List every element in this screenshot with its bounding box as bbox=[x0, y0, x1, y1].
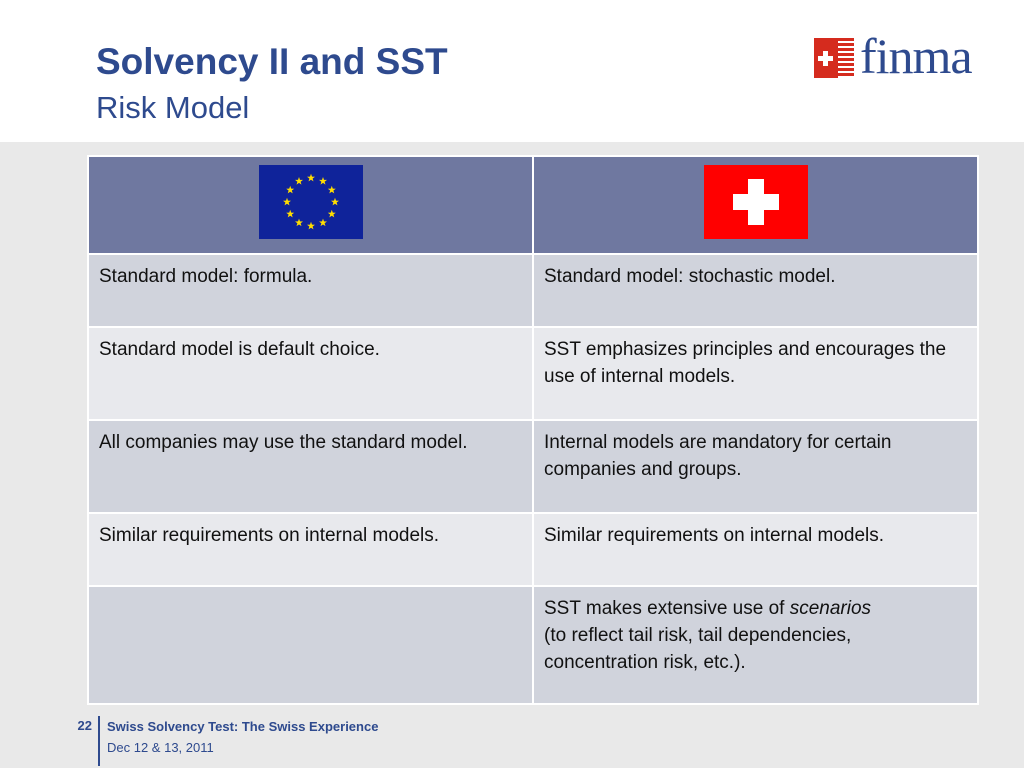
eu-star-icon bbox=[327, 210, 335, 218]
eu-star-icon bbox=[331, 198, 339, 206]
table-cell-right bbox=[533, 586, 978, 704]
finma-logo bbox=[814, 28, 994, 84]
table-cell-left: Standard model is default choice. bbox=[88, 327, 533, 420]
table-cell-left: Standard model: formula. bbox=[88, 254, 533, 327]
eu-star-icon bbox=[295, 219, 303, 227]
slide-title: Solvency II and SST bbox=[96, 41, 448, 82]
table-cell-left bbox=[88, 586, 533, 704]
table-cell-right: Standard model: stochastic model. bbox=[533, 254, 978, 327]
table-cell-right: SST emphasizes principles and encourages the use of internal models. bbox=[533, 327, 978, 420]
eu-star-icon bbox=[319, 177, 327, 185]
eu-star-icon bbox=[286, 186, 294, 194]
eu-star-icon bbox=[295, 177, 303, 185]
scenarios-emphasis: scenarios bbox=[789, 598, 872, 619]
slide-subtitle: Risk Model bbox=[96, 90, 250, 125]
logo-stripes bbox=[838, 38, 854, 78]
table-row bbox=[88, 327, 978, 420]
table-cell-right: Internal models are mandatory for certain companies and groups. bbox=[533, 420, 978, 513]
table-cell-left: Similar requirements on internal models. bbox=[88, 513, 533, 586]
table-cell-left: All companies may use the standard model. bbox=[88, 420, 533, 513]
eu-flag-icon bbox=[259, 165, 363, 239]
swiss-flag-icon bbox=[704, 165, 808, 239]
logo-text: finma bbox=[860, 28, 972, 84]
eu-star-icon bbox=[286, 210, 294, 218]
footer-date: Dec 12 & 13, 2011 bbox=[107, 740, 214, 755]
scenarios-suffix: (to reflect tail risk, tail dependencies, concentration risk, etc.). bbox=[544, 625, 852, 673]
table-row bbox=[88, 420, 978, 513]
eu-star-icon bbox=[307, 222, 315, 230]
header-cell-eu bbox=[88, 156, 533, 254]
table-row bbox=[88, 254, 978, 327]
footer-divider bbox=[98, 716, 100, 766]
table-header-row bbox=[88, 156, 978, 254]
table-row bbox=[88, 586, 978, 704]
scenarios-prefix: SST makes extensive use of bbox=[544, 598, 790, 619]
eu-star-icon bbox=[327, 186, 335, 194]
comparison-table bbox=[87, 155, 979, 705]
eu-star-icon bbox=[307, 174, 315, 182]
page-number: 22 bbox=[77, 718, 92, 733]
eu-star-icon bbox=[283, 198, 291, 206]
table-cell-right: Similar requirements on internal models. bbox=[533, 513, 978, 586]
header-cell-swiss bbox=[533, 156, 978, 254]
slide-header bbox=[0, 0, 1024, 142]
eu-star-icon bbox=[319, 219, 327, 227]
footer-presentation-title: Swiss Solvency Test: The Swiss Experience bbox=[107, 719, 379, 734]
table-row bbox=[88, 513, 978, 586]
